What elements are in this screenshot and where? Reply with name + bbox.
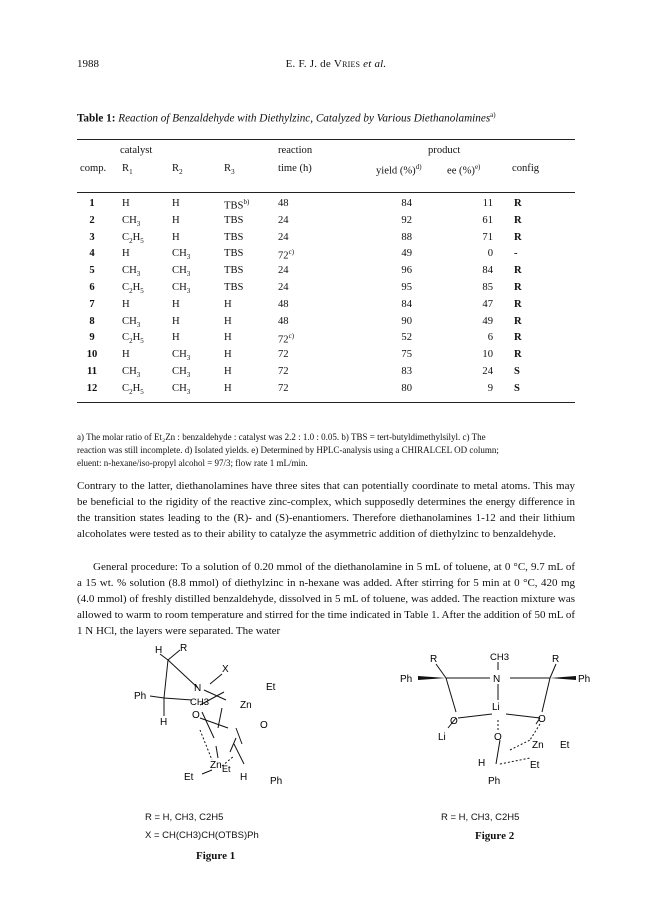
table-cell: 49 <box>401 248 412 260</box>
fig1-atom-n: N <box>194 683 202 694</box>
table-cell: H <box>172 315 180 327</box>
table-cell: 49 <box>482 315 493 327</box>
table-cell-comp: 12 <box>86 382 98 394</box>
table-cell: $CH_3$ <box>122 214 141 228</box>
table-cell: $C_2H_5$ <box>122 282 144 296</box>
fig2-atom-li-center: Li <box>492 702 500 713</box>
table-cell: H <box>172 332 180 344</box>
table-cell: H <box>224 315 232 327</box>
table-cell: 52 <box>401 332 412 344</box>
table-cell: H <box>224 298 232 310</box>
table-cell: R <box>514 231 522 243</box>
table-bottom-rule <box>77 402 575 403</box>
table-cell: 80 <box>401 382 412 394</box>
table-cell: 71 <box>482 231 493 243</box>
figure-2-legend-r: R = H, CH3, C2H5 <box>441 812 520 823</box>
figure-1-legend-r: R = H, CH3, C2H5 <box>145 812 224 823</box>
fig2-atom-ph-left: Ph <box>400 674 413 685</box>
fig1-atom-zn-top: Zn <box>240 700 252 711</box>
table-cell: 95 <box>401 282 412 293</box>
running-head-suffix: et al. <box>360 58 387 70</box>
fig2-atom-ph-right: Ph <box>578 674 591 685</box>
fig1-atom-h-left: H <box>160 717 168 728</box>
table-cell: 72 <box>278 382 289 394</box>
fig2-atom-o-left: O <box>450 716 458 727</box>
fig2-atom-o-right: O <box>538 714 546 725</box>
fig2-atom-r-left: R <box>430 654 438 665</box>
table-cell: 6 <box>487 332 493 344</box>
table-caption-sup: a) <box>490 111 496 119</box>
table-cell: 84 <box>482 265 493 277</box>
table-cell: 75 <box>401 349 412 361</box>
table-cell: H <box>122 198 130 209</box>
fig2-atom-n: N <box>493 674 501 685</box>
table-cell: 83 <box>401 366 412 377</box>
fig2-atom-o-bottom: O <box>494 732 502 743</box>
running-head-surname: Vries <box>333 58 361 70</box>
fig1-atom-et-bottom: Et <box>184 772 194 783</box>
group-header-product: product <box>428 145 461 156</box>
table-cell: R <box>514 214 522 226</box>
table-cell-comp: 5 <box>89 265 95 277</box>
running-head <box>0 58 672 70</box>
col-header-ee <box>447 163 480 177</box>
table-cell: H <box>172 298 180 310</box>
table-cell: 0 <box>487 248 493 260</box>
table-cell: $CH_3$ <box>122 265 141 279</box>
fig1-atom-h-bottom: H <box>240 772 248 783</box>
table-top-rule <box>77 139 575 140</box>
table-cell-comp: 6 <box>89 282 95 293</box>
table-cell: $C_2H_5$ <box>122 332 144 346</box>
fig1-atom-o-left: O <box>192 710 200 721</box>
col-header-yield-text: yield (%) <box>376 165 416 177</box>
col-header-r3: $R_3$ <box>224 163 235 177</box>
table-cell: H <box>172 231 180 243</box>
table-cell-comp: 7 <box>89 298 95 310</box>
table-cell: TBS <box>224 231 244 243</box>
table-cell: 24 <box>278 265 289 277</box>
fig1-atom-x: X <box>222 664 229 675</box>
paragraph-2: General procedure: To a solution of 0.20 mmol of the diethanolamine in 5 mL of toluene, at 0 °C, 9.7 mL of a 15 wt. % solution (8.8 mmol) of diethylzinc in n-hexane was added. After stirring for 5 min at 0 °C, 420 mg (4.0 mmol) of freshly distilled benzaldehyde, dissolved in 5 mL of toluene, was added. The reaction mixture was allowed to warm to room temperature and stirred for the time indicated in Table 1. After the addition of 50 mL of 1 N HCl, the layers were separated. The water <box>77 561 575 637</box>
table-cell: 92 <box>401 214 412 226</box>
table-cell: - <box>514 248 518 260</box>
table-cell: 72$^{c)}$ <box>278 332 295 346</box>
table-cell: 72 <box>278 349 289 361</box>
table-cell: H <box>122 298 130 310</box>
table-cell: 48 <box>278 298 289 310</box>
table-cell: 9 <box>487 382 493 394</box>
fig1-atom-o-right: O <box>260 720 268 731</box>
table-caption-text: Reaction of Benzaldehyde with Diethylzinc, Catalyzed by Various Diethanolamines <box>115 112 491 125</box>
table-cell-comp: 4 <box>89 248 95 260</box>
table-cell: 61 <box>482 214 493 226</box>
table-cell: $CH_3$ <box>172 282 191 296</box>
fig2-atom-ph-bottom: Ph <box>488 776 501 787</box>
table-cell: R <box>514 282 522 293</box>
col-header-comp: comp. <box>80 163 107 174</box>
fig2-atom-et-zn: Et <box>560 740 570 751</box>
table-cell-comp: 10 <box>86 349 98 361</box>
table-cell: $CH_3$ <box>172 349 191 363</box>
table-cell-comp: 1 <box>89 198 95 209</box>
table-cell-comp: 8 <box>89 315 95 327</box>
table-cell: 90 <box>401 315 412 327</box>
fig2-atom-et-bottom: Et <box>530 760 540 771</box>
fig1-atom-ch3: CH3 <box>190 697 210 708</box>
col-header-yield-sup: d) <box>415 163 422 171</box>
fig1-atom-zn-bottom: Zn <box>210 760 222 771</box>
page-number: 1988 <box>77 58 99 70</box>
figure-1-structure <box>130 640 330 800</box>
footnote-line-3: eluent: n-hexane/iso-propyl alcohol = 97/3; flow rate 1 mL/min. <box>77 458 308 468</box>
col-header-r1: $R_1$ <box>122 163 133 177</box>
table-cell: R <box>514 315 522 327</box>
table-caption <box>77 111 496 125</box>
table-cell: $CH_3$ <box>172 248 191 262</box>
table-cell: H <box>122 349 130 361</box>
col-header-config: config <box>512 163 540 174</box>
table-footnotes <box>77 431 577 470</box>
table-cell: TBS <box>224 214 244 226</box>
table-cell: R <box>514 198 522 209</box>
footnote-line-1: a) The molar ratio of Et₂Zn : benzaldehyde : catalyst was 2.2 : 1.0 : 0.05. b) TBS = tert-butyldimethylsilyl. c) The <box>77 432 486 442</box>
group-header-reaction: reaction <box>278 145 313 156</box>
table-cell: 24 <box>278 231 289 243</box>
table-cell: $CH_3$ <box>172 366 191 380</box>
fig2-atom-zn: Zn <box>532 740 544 751</box>
group-header-catalyst: catalyst <box>120 145 153 156</box>
footnote-line-2: reaction was still incomplete. d) Isolated yields. e) Determined by HPLC-analysis using a CHIRALCEL OD column; <box>77 445 499 455</box>
table-cell: H <box>224 349 232 361</box>
table-cell: TBS <box>224 248 244 260</box>
fig1-atom-ph-bottom: Ph <box>270 776 283 787</box>
table-cell: R <box>514 332 522 344</box>
table-cell: TBS <box>224 265 244 277</box>
table-cell-comp: 3 <box>89 231 95 243</box>
fig1-atom-r-top: R <box>180 643 188 654</box>
table-cell: H <box>224 382 232 394</box>
table-cell: $CH_3$ <box>122 366 141 380</box>
fig2-atom-h: H <box>478 758 486 769</box>
table-cell-comp: 2 <box>89 214 95 226</box>
figure-2-structure <box>400 640 600 800</box>
table-cell: $CH_3$ <box>172 265 191 279</box>
fig1-atom-et-top: Et <box>266 682 276 693</box>
fig1-atom-h-top: H <box>155 645 163 656</box>
table-cell: 96 <box>401 265 412 277</box>
figure-1-title: Figure 1 <box>196 850 236 862</box>
col-header-ee-text: ee (%) <box>447 165 475 177</box>
table-cell: TBS$^{b)}$ <box>224 198 250 212</box>
table-cell: R <box>514 298 522 310</box>
col-header-yield <box>376 163 422 177</box>
table-cell: S <box>514 382 520 394</box>
table-cell: 48 <box>278 198 289 209</box>
table-cell: 88 <box>401 231 412 243</box>
fig2-atom-ch3: CH3 <box>490 652 510 663</box>
table-cell: $C_2H_5$ <box>122 382 144 396</box>
table-cell: H <box>122 248 130 260</box>
table-cell: 85 <box>482 282 493 293</box>
table-cell: 72$^{c)}$ <box>278 248 295 262</box>
col-header-time: time (h) <box>278 163 312 174</box>
fig2-atom-li-bottom: Li <box>438 732 446 743</box>
table-cell: 24 <box>278 214 289 226</box>
table-cell: H <box>172 198 180 209</box>
col-header-r2: $R_2$ <box>172 163 183 177</box>
table-header-rule <box>77 192 575 193</box>
table-cell: 11 <box>482 198 493 209</box>
table-cell: H <box>224 366 232 377</box>
table-cell: $CH_3$ <box>172 382 191 396</box>
table-cell-comp: 11 <box>86 366 97 377</box>
paragraph-1: Contrary to the latter, diethanolamines have three sites that can potentially coordinate to metal atoms. This may be beneficial to the rigidity of the reactive zinc-complex, which supposedly determines the energy difference in the transition states leading to the (R)- and (S)-enantiomers. Therefore diethanolamines 1-12 and their lithium alcoholates were tested as to their ability to catalyze the asymmetric addition of diethylzinc to benzaldehyde. <box>77 480 575 540</box>
fig1-atom-ph: Ph <box>134 691 147 702</box>
table-cell: 24 <box>278 282 289 293</box>
table-cell: 48 <box>278 315 289 327</box>
table-cell: 84 <box>401 198 412 209</box>
table-cell: 72 <box>278 366 289 377</box>
table-cell: H <box>172 214 180 226</box>
running-head-prefix: E. F. J. de <box>285 58 334 70</box>
table-cell: R <box>514 265 522 277</box>
fig2-atom-r-right: R <box>552 654 560 665</box>
table-cell: 10 <box>482 349 493 361</box>
fig1-atom-et-bridge: Et <box>222 764 231 774</box>
table-cell-comp: 9 <box>89 332 95 344</box>
table-cell: TBS <box>224 282 244 293</box>
table-cell: H <box>224 332 232 344</box>
table-cell: S <box>514 366 520 377</box>
col-header-ee-sup: e) <box>474 163 481 171</box>
table-cell: 24 <box>482 366 493 377</box>
table-cell: $C_2H_5$ <box>122 231 144 245</box>
figure-1-legend-x: X = CH(CH3)CH(OTBS)Ph <box>145 830 259 841</box>
table-cell: 84 <box>401 298 412 310</box>
figure-2-title: Figure 2 <box>475 830 515 842</box>
table-cell: 47 <box>482 298 493 310</box>
table-cell: R <box>514 349 522 361</box>
table-caption-label: Table 1: <box>77 112 116 125</box>
table-cell: $CH_3$ <box>122 315 141 329</box>
